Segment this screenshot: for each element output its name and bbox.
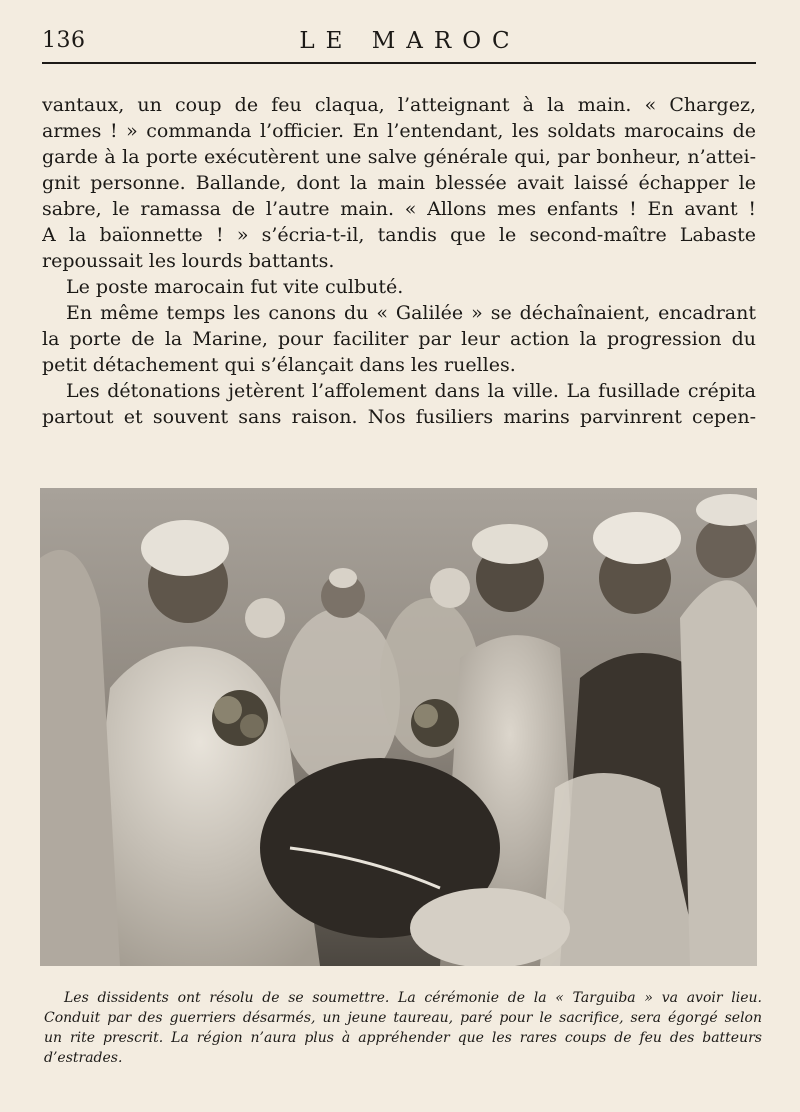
body-line: petit détachement qui s’élançait dans les ruelles. xyxy=(42,354,516,376)
photograph xyxy=(40,488,757,966)
body-line: garde à la porte exécutèrent une salve générale qui, par bonheur, n’attei- xyxy=(42,146,756,168)
caption-line: Conduit par des guerriers désarmés, un jeune taureau, paré pour le sacrifice, sera égorgé selon xyxy=(44,1010,762,1026)
header-rule xyxy=(42,62,756,64)
photo-caption xyxy=(44,988,762,1068)
page-number: 136 xyxy=(42,28,86,53)
caption-line: d’estrades. xyxy=(44,1050,123,1066)
body-line: la porte de la Marine, pour faciliter par leur action la progression du xyxy=(42,328,756,350)
running-title: LE MAROC xyxy=(299,28,521,54)
body-line: sabre, le ramassa de l’autre main. « Allons mes enfants ! En avant ! xyxy=(42,198,756,220)
body-line: armes ! » commanda l’officier. En l’entendant, les soldats marocains de xyxy=(42,120,756,142)
caption-line: Les dissidents ont résolu de se soumettre. La cérémonie de la « Targuiba » va avoir lieu. xyxy=(64,990,762,1006)
body-line: gnit personne. Ballande, dont la main blessée avait laissé échapper le xyxy=(42,172,756,194)
body-line: partout et souvent sans raison. Nos fusiliers marins parvinrent cepen- xyxy=(42,406,756,428)
body-line: En même temps les canons du « Galilée » se déchaînaient, encadrant xyxy=(66,302,756,324)
page-header xyxy=(42,24,756,64)
body-text xyxy=(42,92,756,430)
photograph-illustration xyxy=(40,488,757,966)
body-line: A la baïonnette ! » s’écria-t-il, tandis que le second-maître Labaste xyxy=(42,224,756,246)
body-line: vantaux, un coup de feu claqua, l’atteignant à la main. « Chargez, xyxy=(42,94,756,116)
body-line: Le poste marocain fut vite culbuté. xyxy=(66,276,404,298)
caption-line: un rite prescrit. La région n’aura plus à appréhender que les rares coups de feu des batteurs xyxy=(44,1030,762,1046)
body-line: repoussait les lourds battants. xyxy=(42,250,335,272)
body-line: Les détonations jetèrent l’affolement dans la ville. La fusillade crépita xyxy=(66,380,756,402)
